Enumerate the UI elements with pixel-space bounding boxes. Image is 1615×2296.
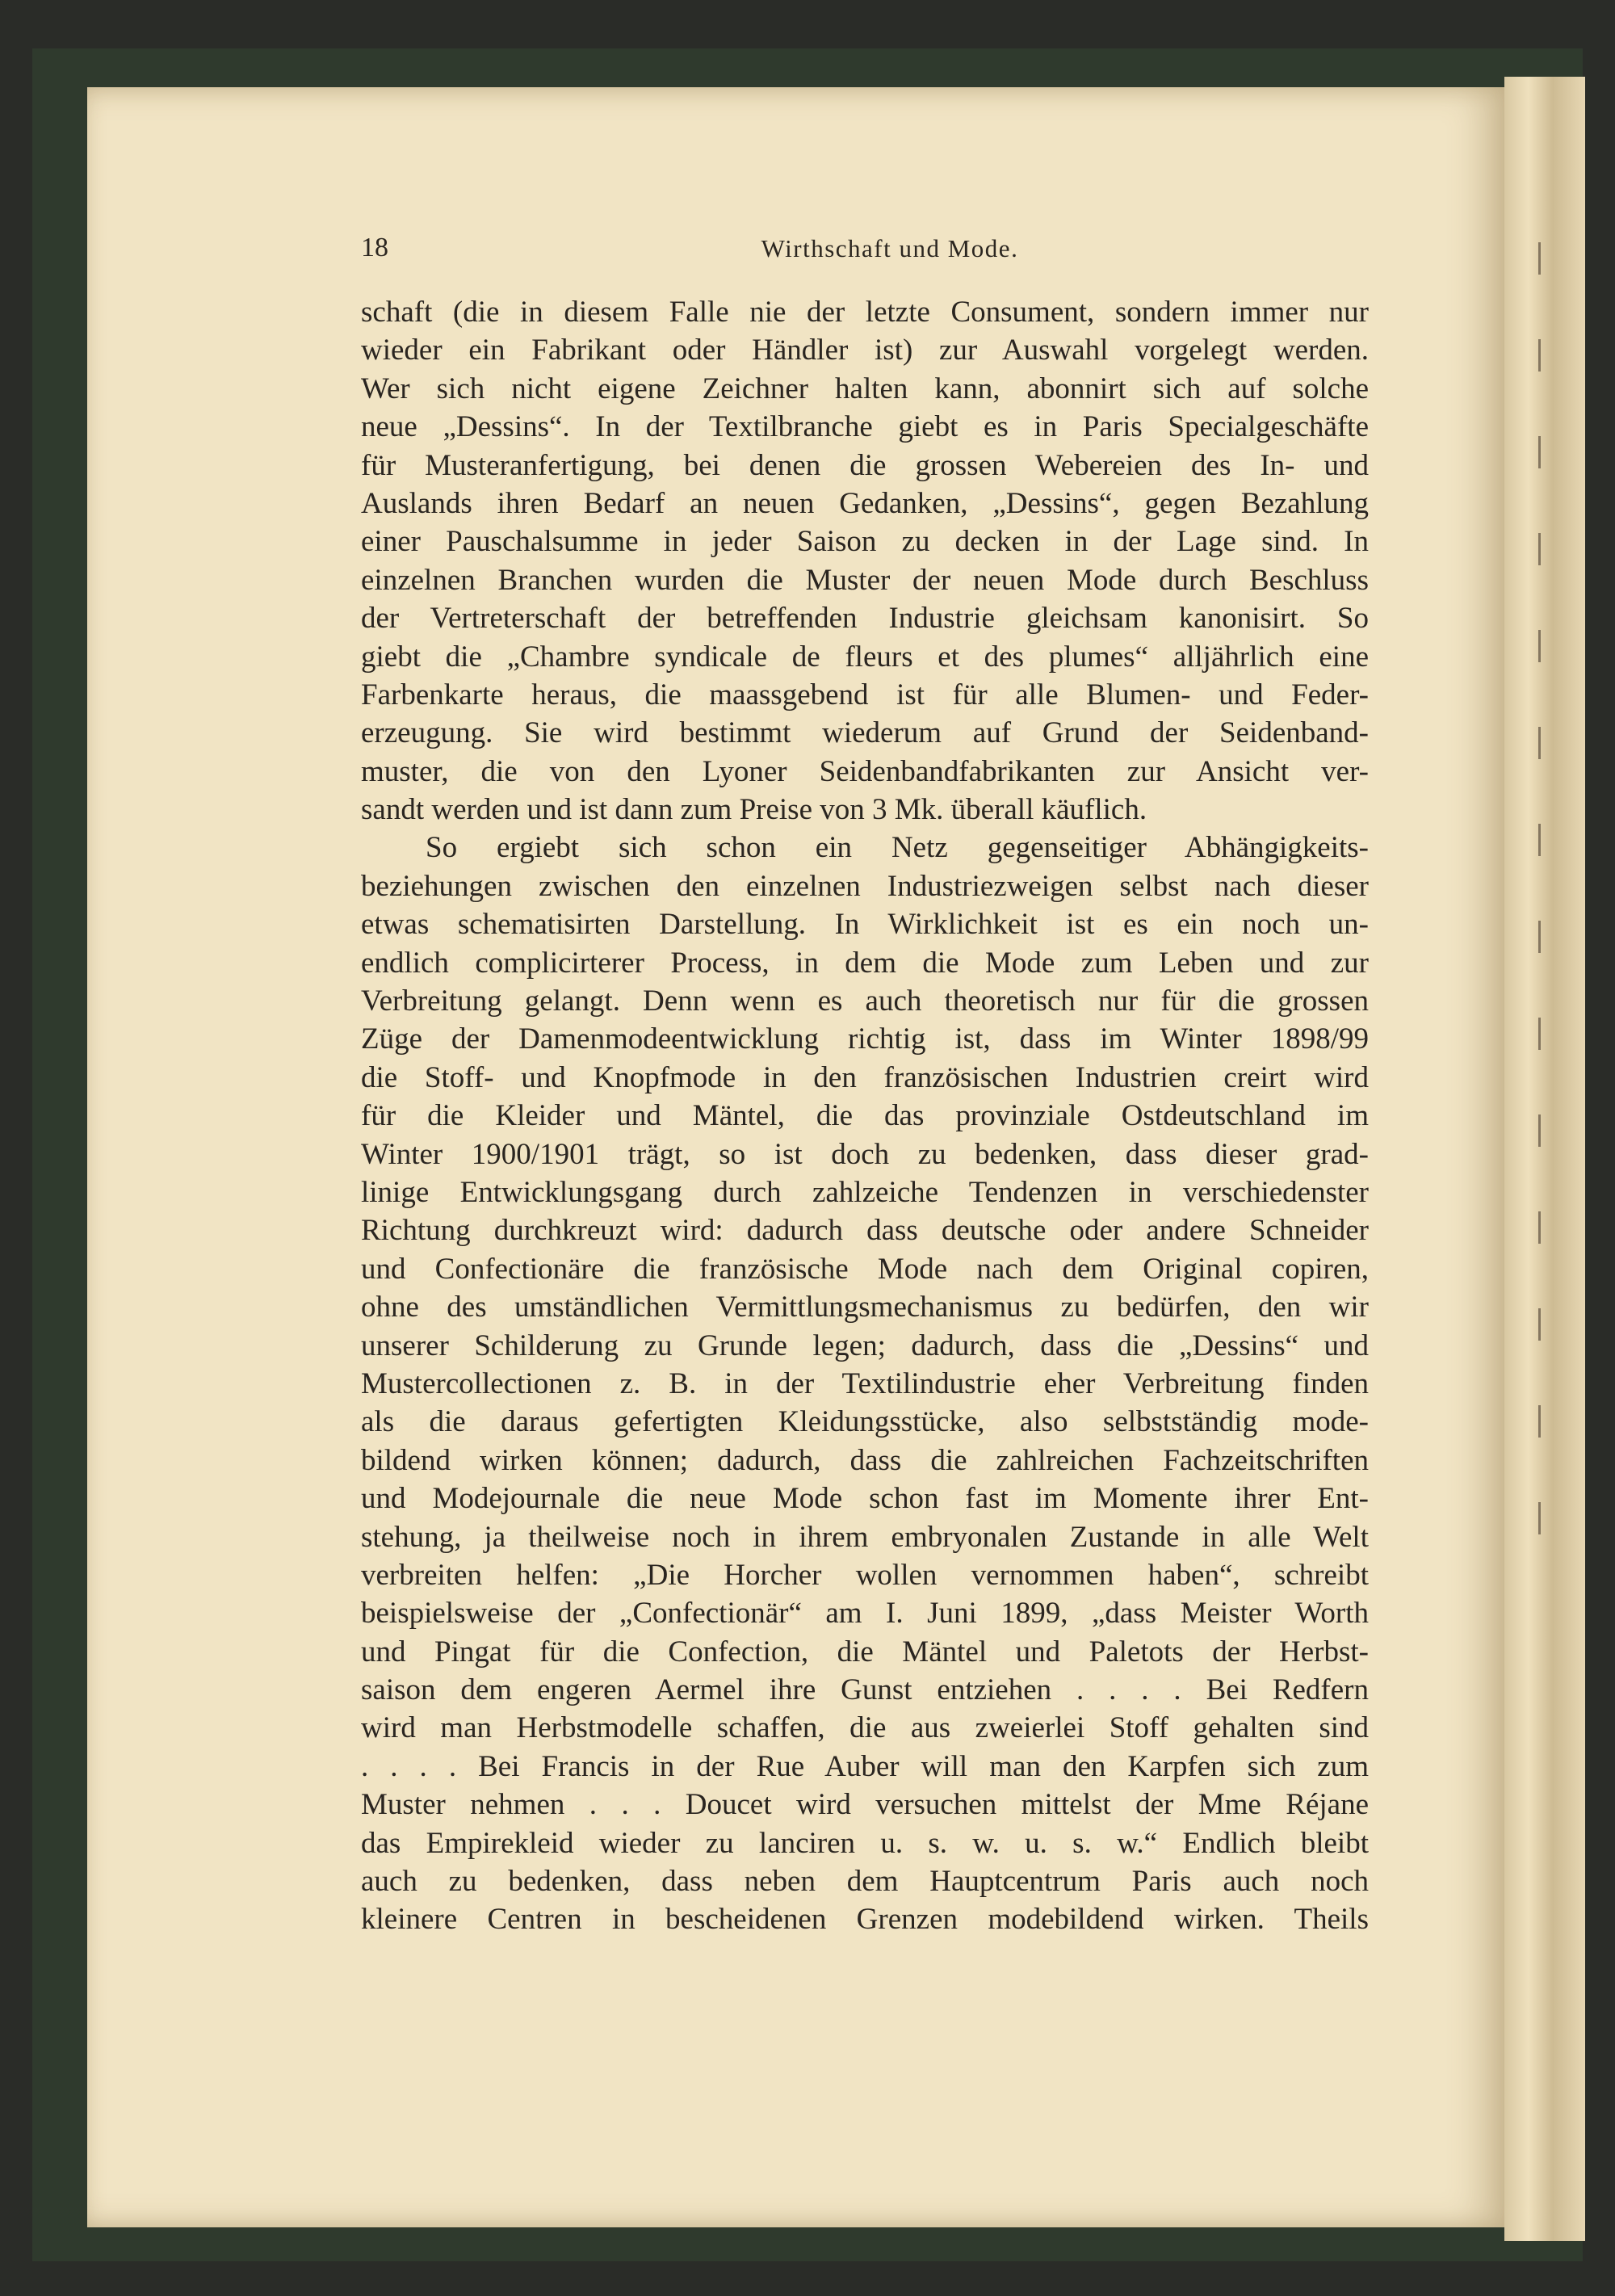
text-line: schaft (die in diesem Falle nie der letzte Consument, sondern immer nur (361, 296, 1369, 329)
text-line: einzelnen Branchen wurden die Muster der neuen Mode durch Beschluss (361, 563, 1369, 597)
text-line: stehung, ja theilweise noch in ihrem embryonalen Zustande in alle Welt (361, 1520, 1369, 1554)
edge-shadow (1538, 242, 1541, 1534)
text-line: endlich complicirterer Process, in dem die Mode zum Leben und zur (361, 946, 1369, 980)
text-line: für die Kleider und Mäntel, die das provinziale Ostdeutschland im (361, 1099, 1369, 1133)
text-line: Züge der Damenmodeentwicklung richtig ist, dass im Winter 1898/99 (361, 1022, 1369, 1056)
text-line: auch zu bedenken, dass neben dem Hauptcentrum Paris auch noch (361, 1865, 1369, 1899)
text-line: saison dem engeren Aermel ihre Gunst entziehen . . . . Bei Redfern (361, 1673, 1369, 1707)
page-edges (1504, 77, 1585, 2241)
text-line: Verbreitung gelangt. Denn wenn es auch theoretisch nur für die grossen (361, 984, 1369, 1018)
text-line: Farbenkarte heraus, die maassgebend ist für alle Blumen- und Feder- (361, 678, 1369, 711)
text-line: linige Entwicklungsgang durch zahlzeiche Tendenzen in verschiedenster (361, 1175, 1369, 1209)
page-header (361, 233, 1370, 273)
running-title: Wirthschaft und Mode. (761, 234, 1019, 262)
page-number: 18 (361, 233, 388, 262)
text-line: muster, die von den Lyoner Seidenbandfabrikanten zur Ansicht ver- (361, 754, 1369, 788)
text-line: beispielsweise der „Confectionär“ am I. Juni 1899, „dass Meister Worth (361, 1597, 1369, 1631)
text-line: giebt die „Chambre syndicale de fleurs et des plumes“ alljährlich eine (361, 640, 1369, 674)
text-line: und Pingat für die Confection, die Mäntel und Paletots der Herbst- (361, 1635, 1369, 1668)
text-line: für Musteranfertigung, bei denen die grossen Webereien des In- und (361, 448, 1369, 482)
text-line: der Vertreterschaft der betreffenden Industrie gleichsam kanonisirt. So (361, 602, 1369, 636)
text-line: wird man Herbstmodelle schaffen, die aus zweierlei Stoff gehalten sind (361, 1711, 1369, 1745)
text-line: Auslands ihren Bedarf an neuen Gedanken, „Dessins“, gegen Bezahlung (361, 486, 1369, 520)
text-line: unserer Schilderung zu Grunde legen; dadurch, dass die „Dessins“ und (361, 1328, 1369, 1362)
text-line: bildend wirken können; dadurch, dass die zahlreichen Fachzeitschriften (361, 1443, 1369, 1477)
text-line: Muster nehmen . . . Doucet wird versuchen mittelst der Mme Réjane (361, 1788, 1369, 1822)
text-line: Wer sich nicht eigene Zeichner halten kann, abonnirt sich auf solche (361, 371, 1369, 405)
text-line: neue „Dessins“. In der Textilbranche giebt es in Paris Specialgeschäfte (361, 410, 1369, 444)
text-line: als die daraus gefertigten Kleidungsstücke, also selbstständig mode- (361, 1405, 1369, 1439)
text-line: So ergiebt sich schon ein Netz gegenseitiger Abhängigkeits- (426, 831, 1369, 865)
text-line: Mustercollectionen z. B. in der Textilindustrie eher Verbreitung finden (361, 1366, 1369, 1400)
text-line: etwas schematisirten Darstellung. In Wirklichkeit ist es ein noch un- (361, 908, 1369, 942)
text-line: ohne des umständlichen Vermittlungsmechanismus zu bedürfen, den wir (361, 1291, 1369, 1324)
text-line: und Confectionäre die französische Mode nach dem Original copiren, (361, 1252, 1369, 1286)
text-line: beziehungen zwischen den einzelnen Industriezweigen selbst nach dieser (361, 869, 1369, 903)
text-line: erzeugung. Sie wird bestimmt wiederum auf Grund der Seidenband- (361, 716, 1369, 750)
text-line: die Stoff- und Knopfmode in den französischen Industrien creirt wird (361, 1060, 1369, 1094)
text-line: . . . . Bei Francis in der Rue Auber will man den Karpfen sich zum (361, 1749, 1369, 1783)
text-line: wieder ein Fabrikant oder Händler ist) zur Auswahl vorgelegt werden. (361, 334, 1369, 367)
body-text (361, 293, 1369, 1939)
text-line: Richtung durchkreuzt wird: dadurch dass deutsche oder andere Schneider (361, 1214, 1369, 1248)
text-line: einer Pauschalsumme in jeder Saison zu decken in der Lage sind. In (361, 525, 1369, 559)
text-line: sandt werden und ist dann zum Preise von 3 Mk. überall käuflich. (361, 793, 1147, 827)
text-line: das Empirekleid wieder zu lanciren u. s. w. u. s. w.“ Endlich bleibt (361, 1826, 1369, 1860)
text-line: kleinere Centren in bescheidenen Grenzen modebildend wirken. Theils (361, 1903, 1369, 1937)
text-line: verbreiten helfen: „Die Horcher wollen vernommen haben“, schreibt (361, 1558, 1369, 1592)
text-line: Winter 1900/1901 trägt, so ist doch zu bedenken, dass dieser grad- (361, 1137, 1369, 1171)
text-line: und Modejournale die neue Mode schon fast im Momente ihrer Ent- (361, 1482, 1369, 1516)
